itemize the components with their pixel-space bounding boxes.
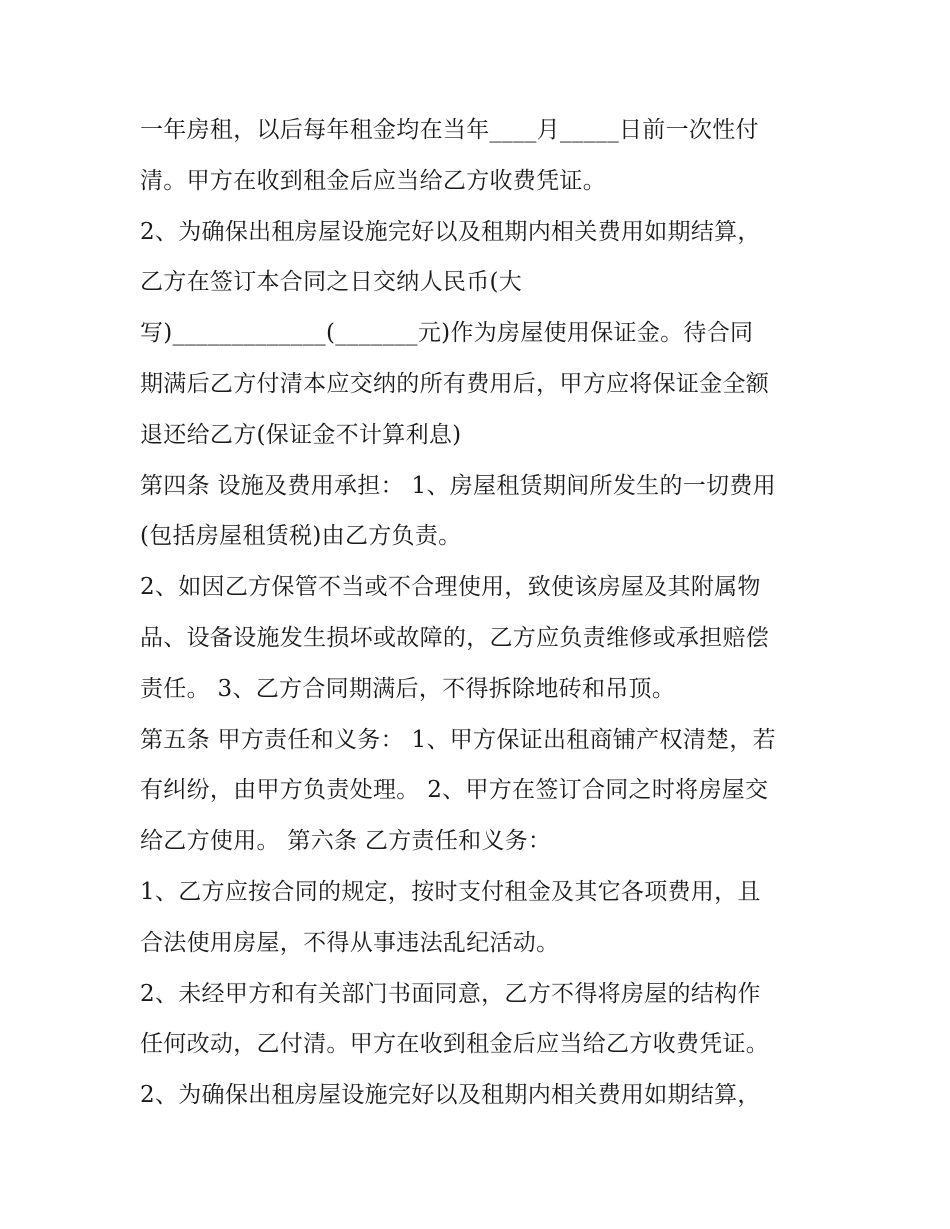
text-line-15: 给乙方使用。 第六条 乙方责任和义务： [140,828,552,855]
text-line-17: 合法使用房屋，不得从事违法乱纪活动。 [140,929,560,956]
text-line-2: 清。甲方在收到租金后应当给乙方收费凭证。 [140,167,606,194]
text-line-14: 有纠纷，由甲方负责处理。 2、甲方在签订合同之时将房屋交 [140,777,769,804]
text-line-11: 品、设备设施发生损坏或故障的，乙方应负责维修或承担赔偿 [140,624,770,651]
text-line-6: 期满后乙方付清本应交纳的所有费用后，甲方应将保证金全额 [140,370,770,397]
text-line-5: 写)_____________(_______元)作为房屋使用保证金。待合同 [140,320,754,347]
text-line-16: 1、乙方应按合同的规定，按时支付租金及其它各项费用，且 [140,878,761,905]
text-line-13: 第五条 甲方责任和义务： 1、甲方保证出租商铺产权清楚，若 [140,726,776,753]
text-line-3: 2、为确保出租房屋设施完好以及租期内相关费用如期结算， [140,218,761,245]
text-line-12: 责任。 3、乙方合同期满后，不得拆除地砖和吊顶。 [140,675,676,702]
document-page [140,105,830,1121]
text-line-20: 2、为确保出租房屋设施完好以及租期内相关费用如期结算， [140,1082,761,1109]
text-line-10: 2、如因乙方保管不当或不合理使用，致使该房屋及其附属物 [140,574,761,601]
text-line-1: 一年房租，以后每年租金均在当年____月_____日前一次性付 [140,117,759,143]
text-line-4: 乙方在签订本合同之日交纳人民币(大 [140,269,523,296]
text-line-7: 退还给乙方(保证金不计算利息) [140,421,462,448]
text-line-8: 第四条 设施及费用承担： 1、房屋租赁期间所发生的一切费用 [140,472,776,499]
text-line-9: (包括房屋租赁税)由乙方负责。 [140,523,462,550]
text-line-19: 任何改动，乙付清。甲方在收到租金后应当给乙方收费凭证。 [140,1031,770,1058]
text-line-18: 2、未经甲方和有关部门书面同意，乙方不得将房屋的结构作 [140,980,761,1007]
